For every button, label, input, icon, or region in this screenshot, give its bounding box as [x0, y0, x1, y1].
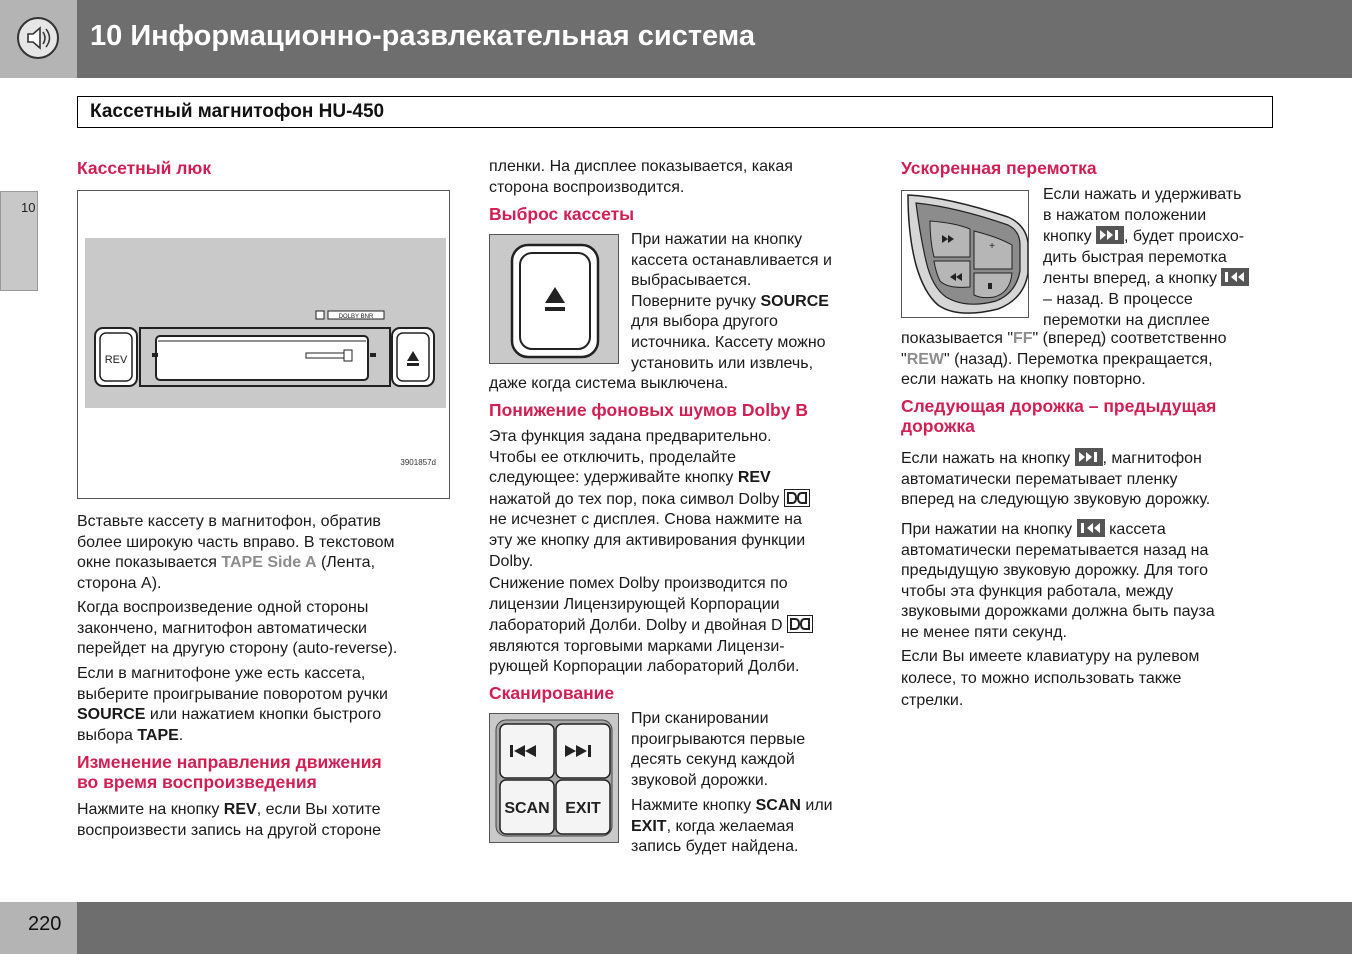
paragraph-dolby-disable: Эта функция задана предварительно. Чтобы ее отключить, проделайте следующее: удерживайте кнопку REV нажатой до тех пор, пока символ Dolby не исчезнет с дисплея. Снова нажмите на эту же кнопку для активирования функции Dolby. [489, 427, 869, 572]
paragraph-auto-reverse: Когда воспроизведение одной стороны закончено, магнитофон автоматически перейдет на другую сторону (auto-reverse). [77, 599, 398, 658]
heading-scan: Сканирование [489, 683, 615, 703]
paragraph-fast-wind-bottom: показывается "FF" (вперед) соответственно "REW" (назад). Перемотка прекращается, если нажать на кнопку повторно. [901, 330, 1227, 389]
page-number-box [0, 902, 77, 954]
paragraph-insert-cassette: Вставьте кассету в магнитофон, обратив более широкую часть вправо. В текстовом окне показывается TAPE Side A (Лента, сторона A). [77, 513, 395, 592]
chapter-tab[interactable] [0, 191, 38, 291]
paragraph-eject-bottom: даже когда система выключена. [489, 375, 729, 392]
scan-buttons-figure [489, 713, 619, 843]
display-text-ff: FF [1013, 330, 1033, 347]
heading-cassette-door: Кассетный люк [77, 158, 212, 178]
chapter-header [0, 0, 1352, 78]
exit-button-label: EXIT [565, 800, 601, 817]
page-number: 220 [28, 913, 62, 935]
section-title-box [77, 96, 1273, 128]
paragraph-dolby-license: Снижение помех Dolby производится по лицензии Лицензирующей Корпорации лабораторий Долби. Dolby и двойная D являются торговыми марками Лицензи- рующей Корпорации лабораторий Долби. [489, 574, 869, 678]
dolby-label: DOLBY BNR [338, 314, 374, 320]
figure-code: 3901857d [400, 458, 436, 467]
steering-wheel-keypad-figure [901, 190, 1029, 318]
steering-wheel-keypad-illustration [902, 191, 1028, 317]
cassette-door-figure [77, 190, 450, 499]
scan-buttons-illustration [490, 714, 618, 842]
paragraph-side-display: пленки. На дисплее показывается, какая сторона воспроизводится. [489, 158, 793, 196]
paragraph-press-rev: Нажмите на кнопку REV, если Вы хотите воспроизвести запись на другой стороне [77, 801, 382, 839]
next-track-icon [1075, 448, 1103, 466]
paragraph-scan-intro: При сканировании проигрываются первые десять секунд каждой звуковой дорожки. [631, 710, 806, 789]
paragraph-eject-top: При нажатии на кнопку кассета останавливается и выбрасывается. Поверните ручку SOURCE для выбора другого источника. Кассету можно установить или извлечь, [631, 231, 832, 372]
section-title: Кассетный магнитофон HU-450 [90, 101, 385, 122]
heading-eject: Выброс кассеты [489, 204, 635, 224]
display-text-tape-side-a: TAPE Side A [221, 554, 317, 572]
eject-button-figure [489, 234, 619, 364]
paragraph-select-tape: Если в магнитофоне уже есть кассета, выберите проигрывание поворотом ручки SOURCE или нажатием кнопки быстрого выбора TAPE. [77, 665, 388, 744]
chapter-title: 10 Информационно-развлекательная система [90, 20, 755, 52]
scan-button-label: SCAN [504, 800, 550, 817]
next-track-icon [1096, 226, 1124, 244]
eject-button-illustration [490, 235, 618, 363]
paragraph-steering-keypad: Если Вы имеете клавиатуру на рулевом колесе, то можно использовать также стрелки. [901, 648, 1200, 709]
paragraph-fast-wind-top: Если нажать и удерживать в нажатом положении кнопку , будет происхо- дить быстрая перемотка ленты вперед, а кнопку – назад. В процессе перемотки на дисплее [1043, 185, 1283, 331]
heading-fast-wind: Ускоренная перемотка [901, 158, 1097, 178]
cassette-door-illustration [78, 191, 449, 498]
dolby-double-d-icon [784, 489, 810, 507]
page-footer [0, 902, 1352, 954]
rev-label: REV [104, 354, 128, 366]
chapter-tab-label: 10 [21, 200, 36, 215]
paragraph-previous-track: При нажатии на кнопку кассета автоматически перематывается назад на предыдущую звуковую дорожку. Для того чтобы эта функция работала, между звуковыми дорожками должна быть пауза не менее пяти секунд. [901, 521, 1215, 641]
previous-track-icon [1221, 268, 1249, 286]
heading-next-previous-track: Следующая дорожка – предыдущая дорожка [901, 396, 1217, 436]
dolby-double-d-icon [787, 615, 813, 633]
speaker-icon [16, 16, 60, 60]
paragraph-scan-stop: Нажмите кнопку SCAN или EXIT, когда желаемая запись будет найдена. [631, 797, 833, 856]
paragraph-next-track: Если нажать на кнопку , магнитофон автоматически перематывает пленку вперед на следующую звуковую дорожку. [901, 450, 1211, 509]
heading-change-direction: Изменение направления движения во время воспроизведения [77, 752, 382, 792]
heading-dolby: Понижение фоновых шумов Dolby B [489, 400, 808, 420]
display-text-rew: REW [906, 350, 945, 368]
svg-text:+: + [989, 241, 995, 252]
previous-track-icon [1077, 519, 1105, 537]
chapter-icon-box [0, 0, 77, 78]
